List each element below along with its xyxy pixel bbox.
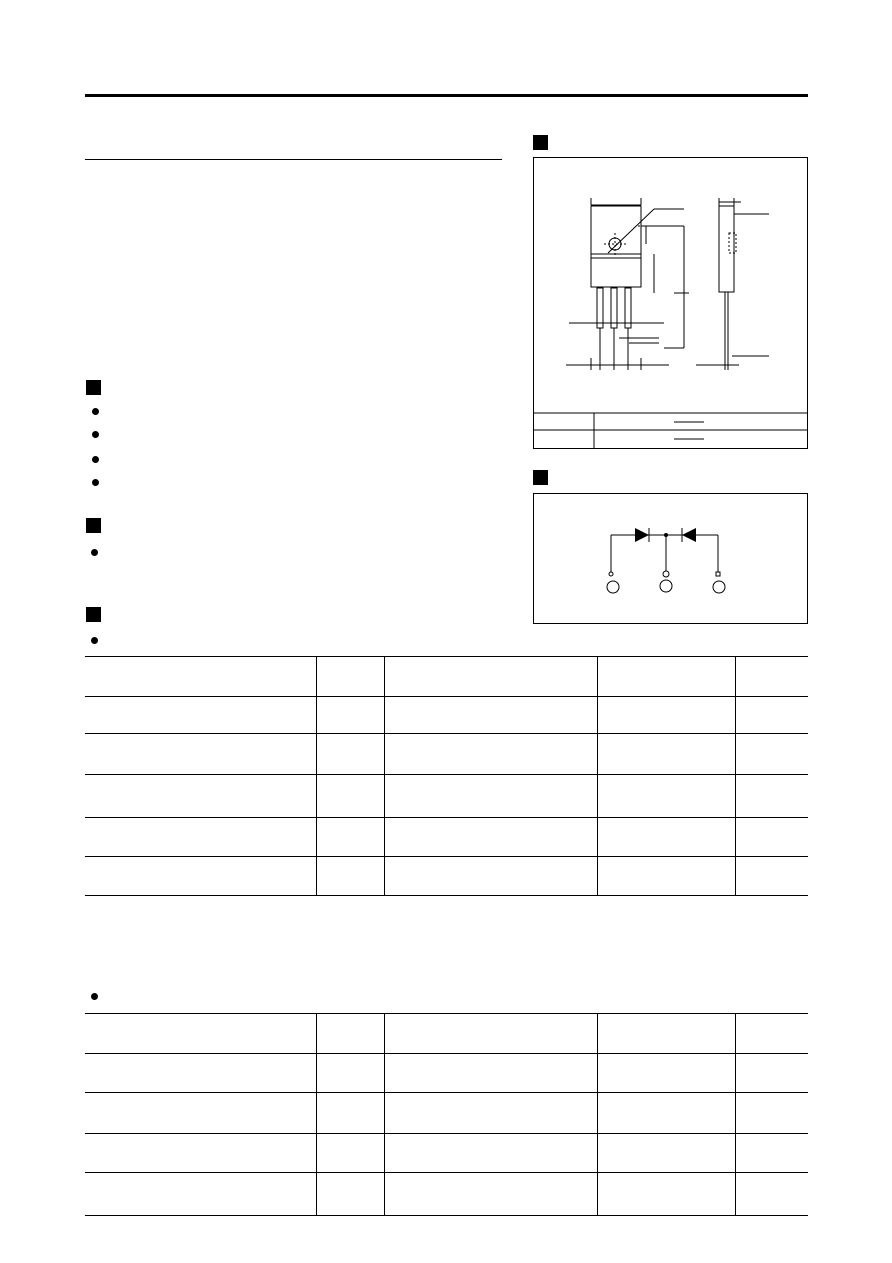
table-row xyxy=(85,657,808,697)
diode-right-icon xyxy=(682,528,696,542)
table-row xyxy=(85,1014,808,1054)
table-row xyxy=(85,775,808,818)
ratings-bullet xyxy=(91,637,98,644)
title-rule xyxy=(85,159,502,160)
outline-diagram-box xyxy=(533,157,808,449)
feature-bullet-1 xyxy=(92,408,99,415)
electrical-bullet xyxy=(91,993,98,1000)
applications-section-marker xyxy=(86,518,101,533)
table-row xyxy=(85,1134,808,1173)
page-top-rule xyxy=(85,94,808,97)
circuit-section-marker xyxy=(533,470,548,485)
diode-left-icon xyxy=(635,528,649,542)
outline-section-marker xyxy=(533,135,548,150)
absolute-max-ratings-table xyxy=(85,656,808,896)
features-section-marker xyxy=(86,380,101,395)
table-row xyxy=(85,734,808,775)
ratings-section-marker xyxy=(86,607,101,622)
table-row xyxy=(85,1173,808,1216)
table-row xyxy=(85,1054,808,1093)
circuit-diagram-box xyxy=(533,493,808,624)
table-row xyxy=(85,818,808,857)
feature-bullet-3 xyxy=(92,456,99,463)
table-row xyxy=(85,857,808,896)
application-bullet-1 xyxy=(91,549,98,556)
table-row xyxy=(85,1093,808,1134)
dual-diode-schematic xyxy=(534,494,807,623)
electrical-characteristics-table xyxy=(85,1013,808,1216)
table-row xyxy=(85,697,808,734)
feature-bullet-4 xyxy=(92,479,99,486)
package-outline-drawing xyxy=(534,158,807,448)
feature-bullet-2 xyxy=(92,431,99,438)
